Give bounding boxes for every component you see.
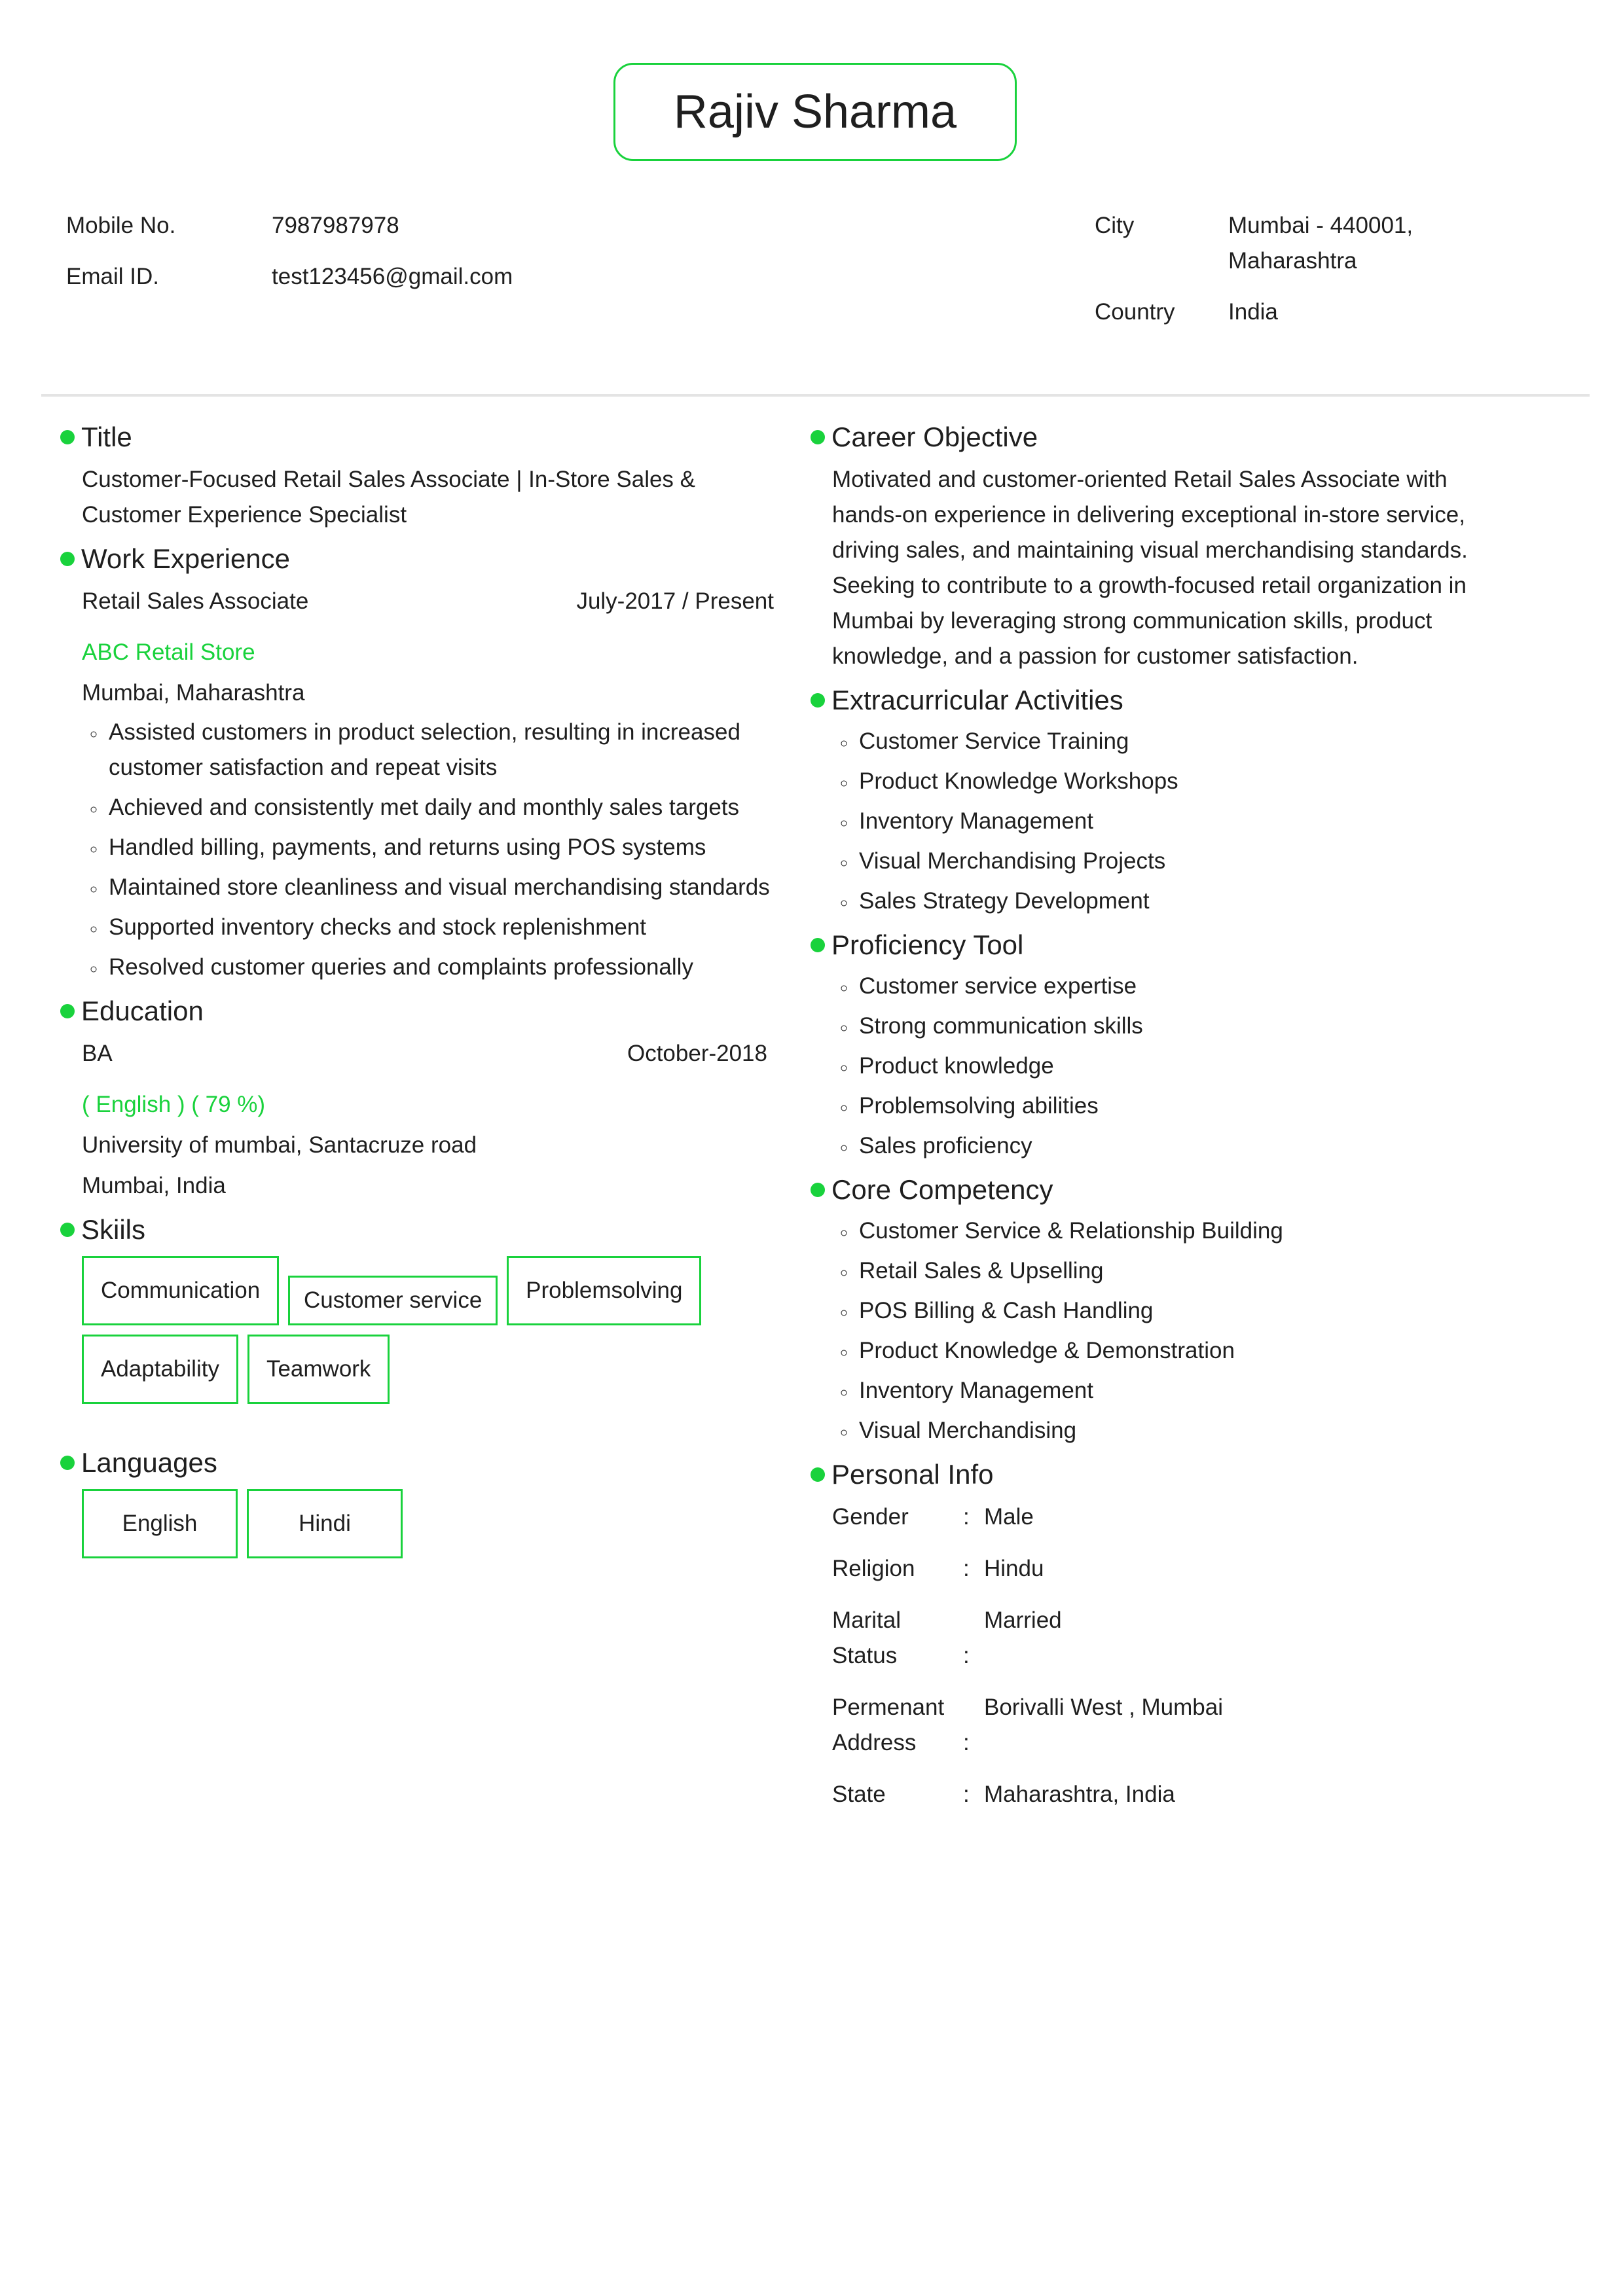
list-item: ◦ Product Knowledge Workshops <box>856 764 1524 799</box>
competency-list <box>811 1213 1524 1448</box>
list-item: ◦ Customer Service Training <box>856 724 1524 759</box>
bullet-dot-icon <box>811 1183 825 1197</box>
extracurricular-heading <box>811 681 1524 720</box>
title-heading <box>60 418 774 457</box>
education-detail: ( English ) ( 79 %) <box>82 1092 266 1117</box>
gender-value: Male <box>984 1504 1034 1530</box>
name-box <box>613 63 1017 161</box>
career-heading <box>811 418 1524 457</box>
list-item: ◦ Problemsolving abilities <box>856 1088 1524 1124</box>
colon: : <box>963 1504 970 1530</box>
city-label: City <box>1095 213 1135 238</box>
header-divider <box>41 394 1590 397</box>
work-dates: July-2017 / Present <box>576 588 774 614</box>
colon: : <box>963 1730 970 1755</box>
bullet-dot-icon <box>60 1004 75 1018</box>
education-location: Mumbai, India <box>82 1173 226 1198</box>
title-heading-text: Title <box>81 422 132 452</box>
list-item: ◦ Supported inventory checks and stock replenishment <box>106 910 774 945</box>
skill-tag: Customer service <box>288 1276 498 1325</box>
skill-tag: Problemsolving <box>507 1256 701 1325</box>
education-degree: BA <box>82 1041 113 1066</box>
mobile-value: 7987987978 <box>272 213 399 238</box>
list-item: ◦ Product Knowledge & Demonstration <box>856 1333 1524 1369</box>
skills-heading-text: Skiils <box>81 1214 146 1245</box>
skill-tag: Communication <box>82 1256 279 1325</box>
work-location: Mumbai, Maharashtra <box>82 680 305 706</box>
bullet-dot-icon <box>60 430 75 444</box>
work-role-row <box>60 584 774 619</box>
bullet-dot-icon <box>811 430 825 444</box>
proficiency-heading-text: Proficiency Tool <box>831 929 1024 960</box>
marital-label-line1: Marital <box>832 1607 902 1633</box>
title-text: Customer-Focused Retail Sales Associate | In-Store Sales & Customer Experience Specialist <box>82 467 696 528</box>
state-value: Maharashtra, India <box>984 1782 1175 1807</box>
work-role: Retail Sales Associate <box>82 588 309 614</box>
left-column <box>60 411 774 1558</box>
info-row-marital <box>811 1603 1524 1674</box>
colon: : <box>963 1643 970 1668</box>
list-item: ◦ Inventory Management <box>856 1373 1524 1408</box>
education-degree-row <box>60 1036 774 1071</box>
address-label-line2: Address <box>832 1730 917 1755</box>
list-item: ◦ Customer Service & Relationship Building <box>856 1213 1524 1249</box>
career-heading-text: Career Objective <box>831 422 1038 452</box>
info-row-address <box>811 1690 1524 1761</box>
bullet-dot-icon <box>811 1467 825 1482</box>
list-item: ◦ Product knowledge <box>856 1049 1524 1084</box>
work-heading-text: Work Experience <box>81 543 291 574</box>
skill-tag: Teamwork <box>247 1335 390 1404</box>
career-text: Motivated and customer-oriented Retail Sales Associate with hands-on experience in delivering exceptional in-store service, driving sales, and maintaining visual merchandising standards. Seeking to contribute to a growth-focused retail organization in Mumbai by leveraging strong communication skills, product knowledge, and a passion for customer satisfaction. <box>832 467 1468 669</box>
address-label <box>832 1690 963 1761</box>
city-value-line2: Maharashtra <box>1228 248 1357 274</box>
work-bullets <box>60 715 774 985</box>
right-column <box>811 411 1524 1812</box>
address-value: Borivalli West , Mumbai <box>984 1695 1224 1720</box>
email-value: test123456@gmail.com <box>272 264 513 289</box>
bullet-dot-icon <box>811 693 825 708</box>
marital-value: Married <box>984 1607 1062 1633</box>
work-heading <box>60 539 774 579</box>
bullet-dot-icon <box>60 552 75 566</box>
education-heading <box>60 992 774 1031</box>
languages-tags <box>60 1489 774 1558</box>
city-value-line1: Mumbai - 440001, <box>1228 213 1413 238</box>
language-tag: Hindi <box>247 1489 403 1558</box>
marital-label-line2: Status <box>832 1643 898 1668</box>
extracurricular-list <box>811 724 1524 919</box>
email-label: Email ID. <box>66 264 159 289</box>
info-row-gender <box>811 1499 1524 1535</box>
info-row-religion <box>811 1551 1524 1587</box>
language-tag: English <box>82 1489 238 1558</box>
list-item: ◦ Achieved and consistently met daily and monthly sales targets <box>106 790 774 825</box>
info-row-state <box>811 1777 1524 1812</box>
list-item: ◦ Retail Sales & Upselling <box>856 1253 1524 1289</box>
list-item: ◦ Maintained store cleanliness and visual merchandising standards <box>106 870 774 905</box>
work-company: ABC Retail Store <box>82 639 255 665</box>
state-label: State <box>832 1782 886 1807</box>
competency-heading-text: Core Competency <box>831 1174 1053 1205</box>
bullet-dot-icon <box>811 938 825 952</box>
languages-heading-text: Languages <box>81 1447 217 1478</box>
skill-tag: Adaptability <box>82 1335 238 1404</box>
extracurricular-heading-text: Extracurricular Activities <box>831 685 1123 715</box>
colon: : <box>963 1556 970 1581</box>
list-item: ◦ Strong communication skills <box>856 1009 1524 1044</box>
personal-heading-text: Personal Info <box>831 1459 994 1490</box>
proficiency-list <box>811 969 1524 1164</box>
country-label: Country <box>1095 299 1175 325</box>
list-item: ◦ Inventory Management <box>856 804 1524 839</box>
skills-tags <box>60 1256 737 1404</box>
list-item: ◦ Sales proficiency <box>856 1128 1524 1164</box>
languages-heading <box>60 1443 774 1482</box>
education-heading-text: Education <box>81 996 204 1026</box>
colon: : <box>963 1782 970 1807</box>
list-item: ◦ Visual Merchandising Projects <box>856 844 1524 879</box>
religion-value: Hindu <box>984 1556 1044 1581</box>
list-item: ◦ Visual Merchandising <box>856 1413 1524 1448</box>
gender-label: Gender <box>832 1504 909 1530</box>
competency-heading <box>811 1170 1524 1210</box>
religion-label: Religion <box>832 1556 915 1581</box>
list-item: ◦ POS Billing & Cash Handling <box>856 1293 1524 1329</box>
personal-heading <box>811 1455 1524 1494</box>
education-date: October-2018 <box>627 1041 767 1066</box>
list-item: ◦ Sales Strategy Development <box>856 884 1524 919</box>
bullet-dot-icon <box>60 1456 75 1470</box>
list-item: ◦ Assisted customers in product selection, resulting in increased customer satisfaction and repeat visits <box>106 715 774 785</box>
list-item: ◦ Handled billing, payments, and returns using POS systems <box>106 830 774 865</box>
proficiency-heading <box>811 925 1524 965</box>
education-institution: University of mumbai, Santacruze road <box>82 1132 477 1158</box>
skills-heading <box>60 1210 774 1249</box>
list-item: ◦ Customer service expertise <box>856 969 1524 1004</box>
marital-label <box>832 1603 963 1674</box>
candidate-name: Rajiv Sharma <box>673 86 957 138</box>
bullet-dot-icon <box>60 1223 75 1237</box>
address-label-line1: Permenant <box>832 1695 945 1720</box>
mobile-label: Mobile No. <box>66 213 176 238</box>
list-item: ◦ Resolved customer queries and complaints professionally <box>106 950 774 985</box>
country-value: India <box>1228 299 1278 325</box>
